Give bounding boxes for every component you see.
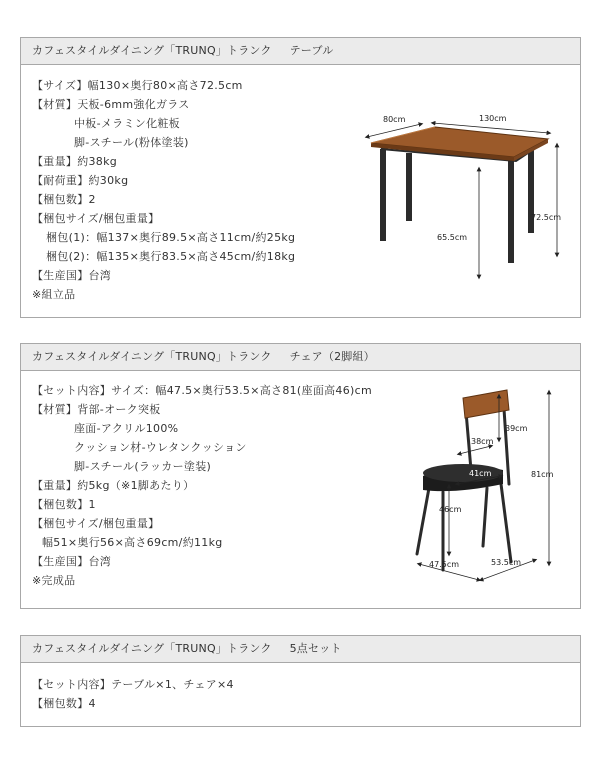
table-legs [383, 147, 531, 263]
spec-line: 梱包(2)：幅135×奥行83.5×高さ45cm/約18kg [46, 250, 296, 263]
dim-depth-label: 53.5cm [491, 558, 522, 567]
spec-line: 【セット内容】サイズ：幅47.5×奥行53.5×高さ81(座面高46)cm [32, 384, 372, 397]
spec-line: 幅51×奥行56×高さ69cm/約11kg [42, 536, 223, 549]
table-spec-list [32, 76, 295, 304]
spec-line: ※完成品 [32, 574, 76, 587]
dim-seat-height-label: 46cm [439, 505, 462, 514]
chair-header-sub: チェア（2脚組） [289, 350, 375, 363]
set-spec-header [21, 636, 580, 663]
chair-spec-list [32, 381, 372, 590]
set-spec-box [20, 635, 581, 727]
spec-line: 脚-スチール(ラッカー塗装) [74, 460, 212, 473]
spec-line: 【重量】約38kg [32, 155, 118, 168]
dim-width-label: 47.5cm [429, 560, 460, 569]
dim-seat-depth-label: 38cm [471, 437, 494, 446]
spec-line: 【梱包サイズ/梱包重量】 [32, 517, 160, 530]
chair-header-title: カフェスタイルダイニング「TRUNQ」トランク [32, 350, 272, 363]
spec-line: 【材質】背部-オーク突板 [32, 403, 161, 416]
spec-line: 【材質】天板-6mm強化ガラス [32, 98, 190, 111]
dim-width-label: 130cm [479, 114, 507, 123]
dim-height-label: 72.5cm [531, 213, 562, 222]
spec-line: 【セット内容】テーブル×1、チェア×4 [32, 678, 234, 691]
set-header-sub: 5点セット [289, 642, 342, 655]
dim-depth-label: 80cm [383, 115, 406, 124]
dim-under-label: 65.5cm [437, 233, 468, 242]
spec-line: 【梱包数】4 [32, 697, 96, 710]
spec-line: 【梱包数】2 [32, 193, 96, 206]
table-header-sub: テーブル [289, 44, 334, 57]
set-header-title: カフェスタイルダイニング「TRUNQ」トランク [32, 642, 272, 655]
spec-line: 中板-メラミン化粧板 [74, 117, 180, 130]
spec-line: 【耐荷重】約30kg [32, 174, 129, 187]
spec-line: 【生産国】台湾 [32, 555, 112, 568]
spec-line: クッション材-ウレタンクッション [74, 441, 247, 454]
table-spec-box [20, 37, 581, 318]
table-header-title: カフェスタイルダイニング「TRUNQ」トランク [32, 44, 272, 57]
spec-line: 【重量】約5kg（※1脚あたり） [32, 479, 195, 492]
spec-line: 【生産国】台湾 [32, 269, 112, 282]
spec-line: 【サイズ】幅130×奥行80×高さ72.5cm [32, 79, 243, 92]
spec-line: ※組立品 [32, 288, 76, 301]
spec-line: 脚-スチール(粉体塗装) [74, 136, 189, 149]
chair-spec-box [20, 343, 581, 609]
spec-line: 梱包(1)：幅137×奥行89.5×高さ11cm/約25kg [46, 231, 296, 244]
chair-backrest [463, 390, 509, 418]
spec-line: 座面-アクリル100% [74, 422, 179, 435]
spec-line: 【梱包サイズ/梱包重量】 [32, 212, 160, 225]
chair-illustration [391, 384, 566, 589]
dim-back-label: 39cm [505, 424, 528, 433]
set-spec-list [32, 675, 234, 713]
table-illustration [341, 113, 571, 288]
spec-line: 【梱包数】1 [32, 498, 96, 511]
table-spec-header [21, 38, 580, 65]
chair-spec-header [21, 344, 580, 371]
dim-seat-width-label: 41cm [469, 469, 492, 478]
dim-height-label: 81cm [531, 470, 554, 479]
